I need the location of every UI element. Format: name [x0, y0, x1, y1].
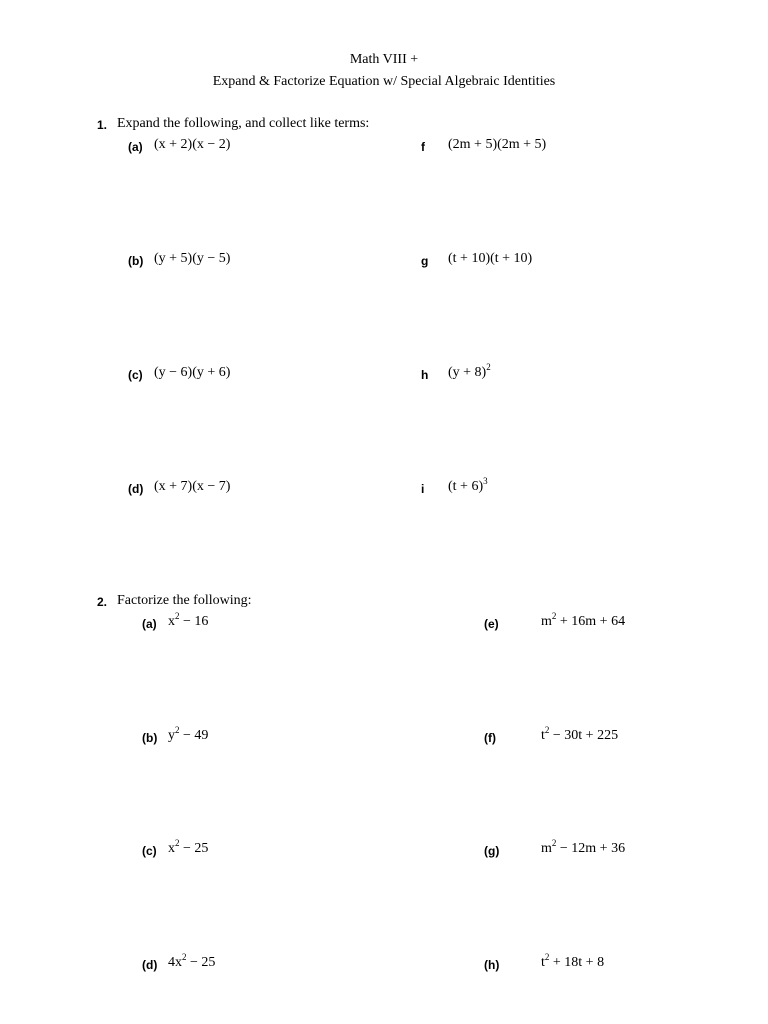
- problem-2h-term: t: [541, 955, 545, 970]
- problem-1f-label: f: [421, 140, 425, 154]
- problem-2e-expression: [541, 611, 626, 630]
- problem-1i-expression: [448, 476, 488, 495]
- problem-1f-expression: (2m + 5)(2m + 5): [448, 137, 547, 152]
- question-1-number: 1.: [97, 118, 108, 132]
- problem-2c-rest: − 25: [183, 841, 209, 856]
- problem-2g-term: m: [541, 841, 552, 856]
- problem-2a-exponent: 2: [175, 611, 180, 621]
- problem-2f-exponent: 2: [544, 725, 550, 735]
- problem-2a-rest: − 16: [183, 614, 209, 629]
- problem-2c-label: (c): [142, 844, 157, 858]
- problem-1b-expression: (y + 5)(y − 5): [154, 251, 231, 266]
- problem-2h-rest: + 18t + 8: [552, 955, 605, 970]
- question-1-instruction: Expand the following, and collect like terms:: [117, 116, 370, 131]
- problem-1d-label: (d): [128, 482, 144, 496]
- problem-2d-term: 4x: [168, 955, 182, 970]
- problem-1c-expression: (y − 6)(y + 6): [154, 365, 231, 380]
- problem-1h-label: h: [421, 368, 429, 382]
- problem-1d-expression: (x + 7)(x − 7): [154, 479, 231, 494]
- problem-1a-expression: (x + 2)(x − 2): [154, 137, 231, 152]
- problem-2c-term: x: [168, 841, 175, 856]
- problem-2c-expression: [168, 838, 209, 857]
- problem-1h-exponent: 2: [486, 362, 491, 372]
- problem-2e-label: (e): [484, 617, 499, 631]
- problem-2f-expression: [541, 725, 619, 744]
- problem-2b-term: y: [168, 728, 175, 743]
- problem-2a-label: (a): [142, 617, 157, 631]
- problem-2g-label: (g): [484, 844, 500, 858]
- problem-2b-expression: [168, 725, 209, 744]
- problem-1b-label: (b): [128, 254, 144, 268]
- problem-2g-expression: [541, 838, 626, 857]
- problem-1i-label: i: [421, 482, 425, 496]
- problem-2a-term: x: [168, 614, 175, 629]
- problem-2f-label: (f): [484, 731, 496, 745]
- problem-2e-rest: + 16m + 64: [559, 614, 626, 629]
- problem-1g-expression: (t + 10)(t + 10): [448, 251, 533, 266]
- problem-2a-expression: [168, 611, 209, 630]
- question-2-instruction: Factorize the following:: [117, 593, 252, 608]
- problem-2h-exponent: 2: [544, 952, 550, 962]
- problem-2d-expression: [168, 952, 216, 971]
- problem-1g-label: g: [421, 254, 429, 268]
- problem-1h-expression: [448, 362, 491, 381]
- problem-2e-exponent: 2: [551, 611, 557, 621]
- question-2-number: 2.: [97, 595, 108, 609]
- problem-2g-rest: − 12m + 36: [559, 841, 626, 856]
- problem-1c-label: (c): [128, 368, 143, 382]
- problem-2h-label: (h): [484, 958, 500, 972]
- problem-2h-expression: [541, 952, 605, 971]
- problem-2b-rest: − 49: [183, 728, 209, 743]
- problem-1h-base: (y + 8): [448, 365, 487, 380]
- problem-2d-rest: − 25: [190, 955, 216, 970]
- problem-1i-base: (t + 6): [448, 479, 484, 494]
- problem-1i-exponent: 3: [483, 476, 488, 486]
- problem-2e-term: m: [541, 614, 552, 629]
- problem-1a-label: (a): [128, 140, 143, 154]
- problem-2c-exponent: 2: [175, 838, 180, 848]
- problem-2b-label: (b): [142, 731, 158, 745]
- problem-2d-label: (d): [142, 958, 158, 972]
- problem-2g-exponent: 2: [551, 838, 557, 848]
- worksheet-title: Math VIII +: [349, 52, 419, 67]
- worksheet-subtitle: Expand & Factorize Equation w/ Special Algebraic Identities: [212, 74, 556, 89]
- problem-2f-rest: − 30t + 225: [552, 728, 619, 743]
- problem-2b-exponent: 2: [175, 725, 180, 735]
- problem-2d-exponent: 2: [182, 952, 187, 962]
- problem-2f-term: t: [541, 728, 545, 743]
